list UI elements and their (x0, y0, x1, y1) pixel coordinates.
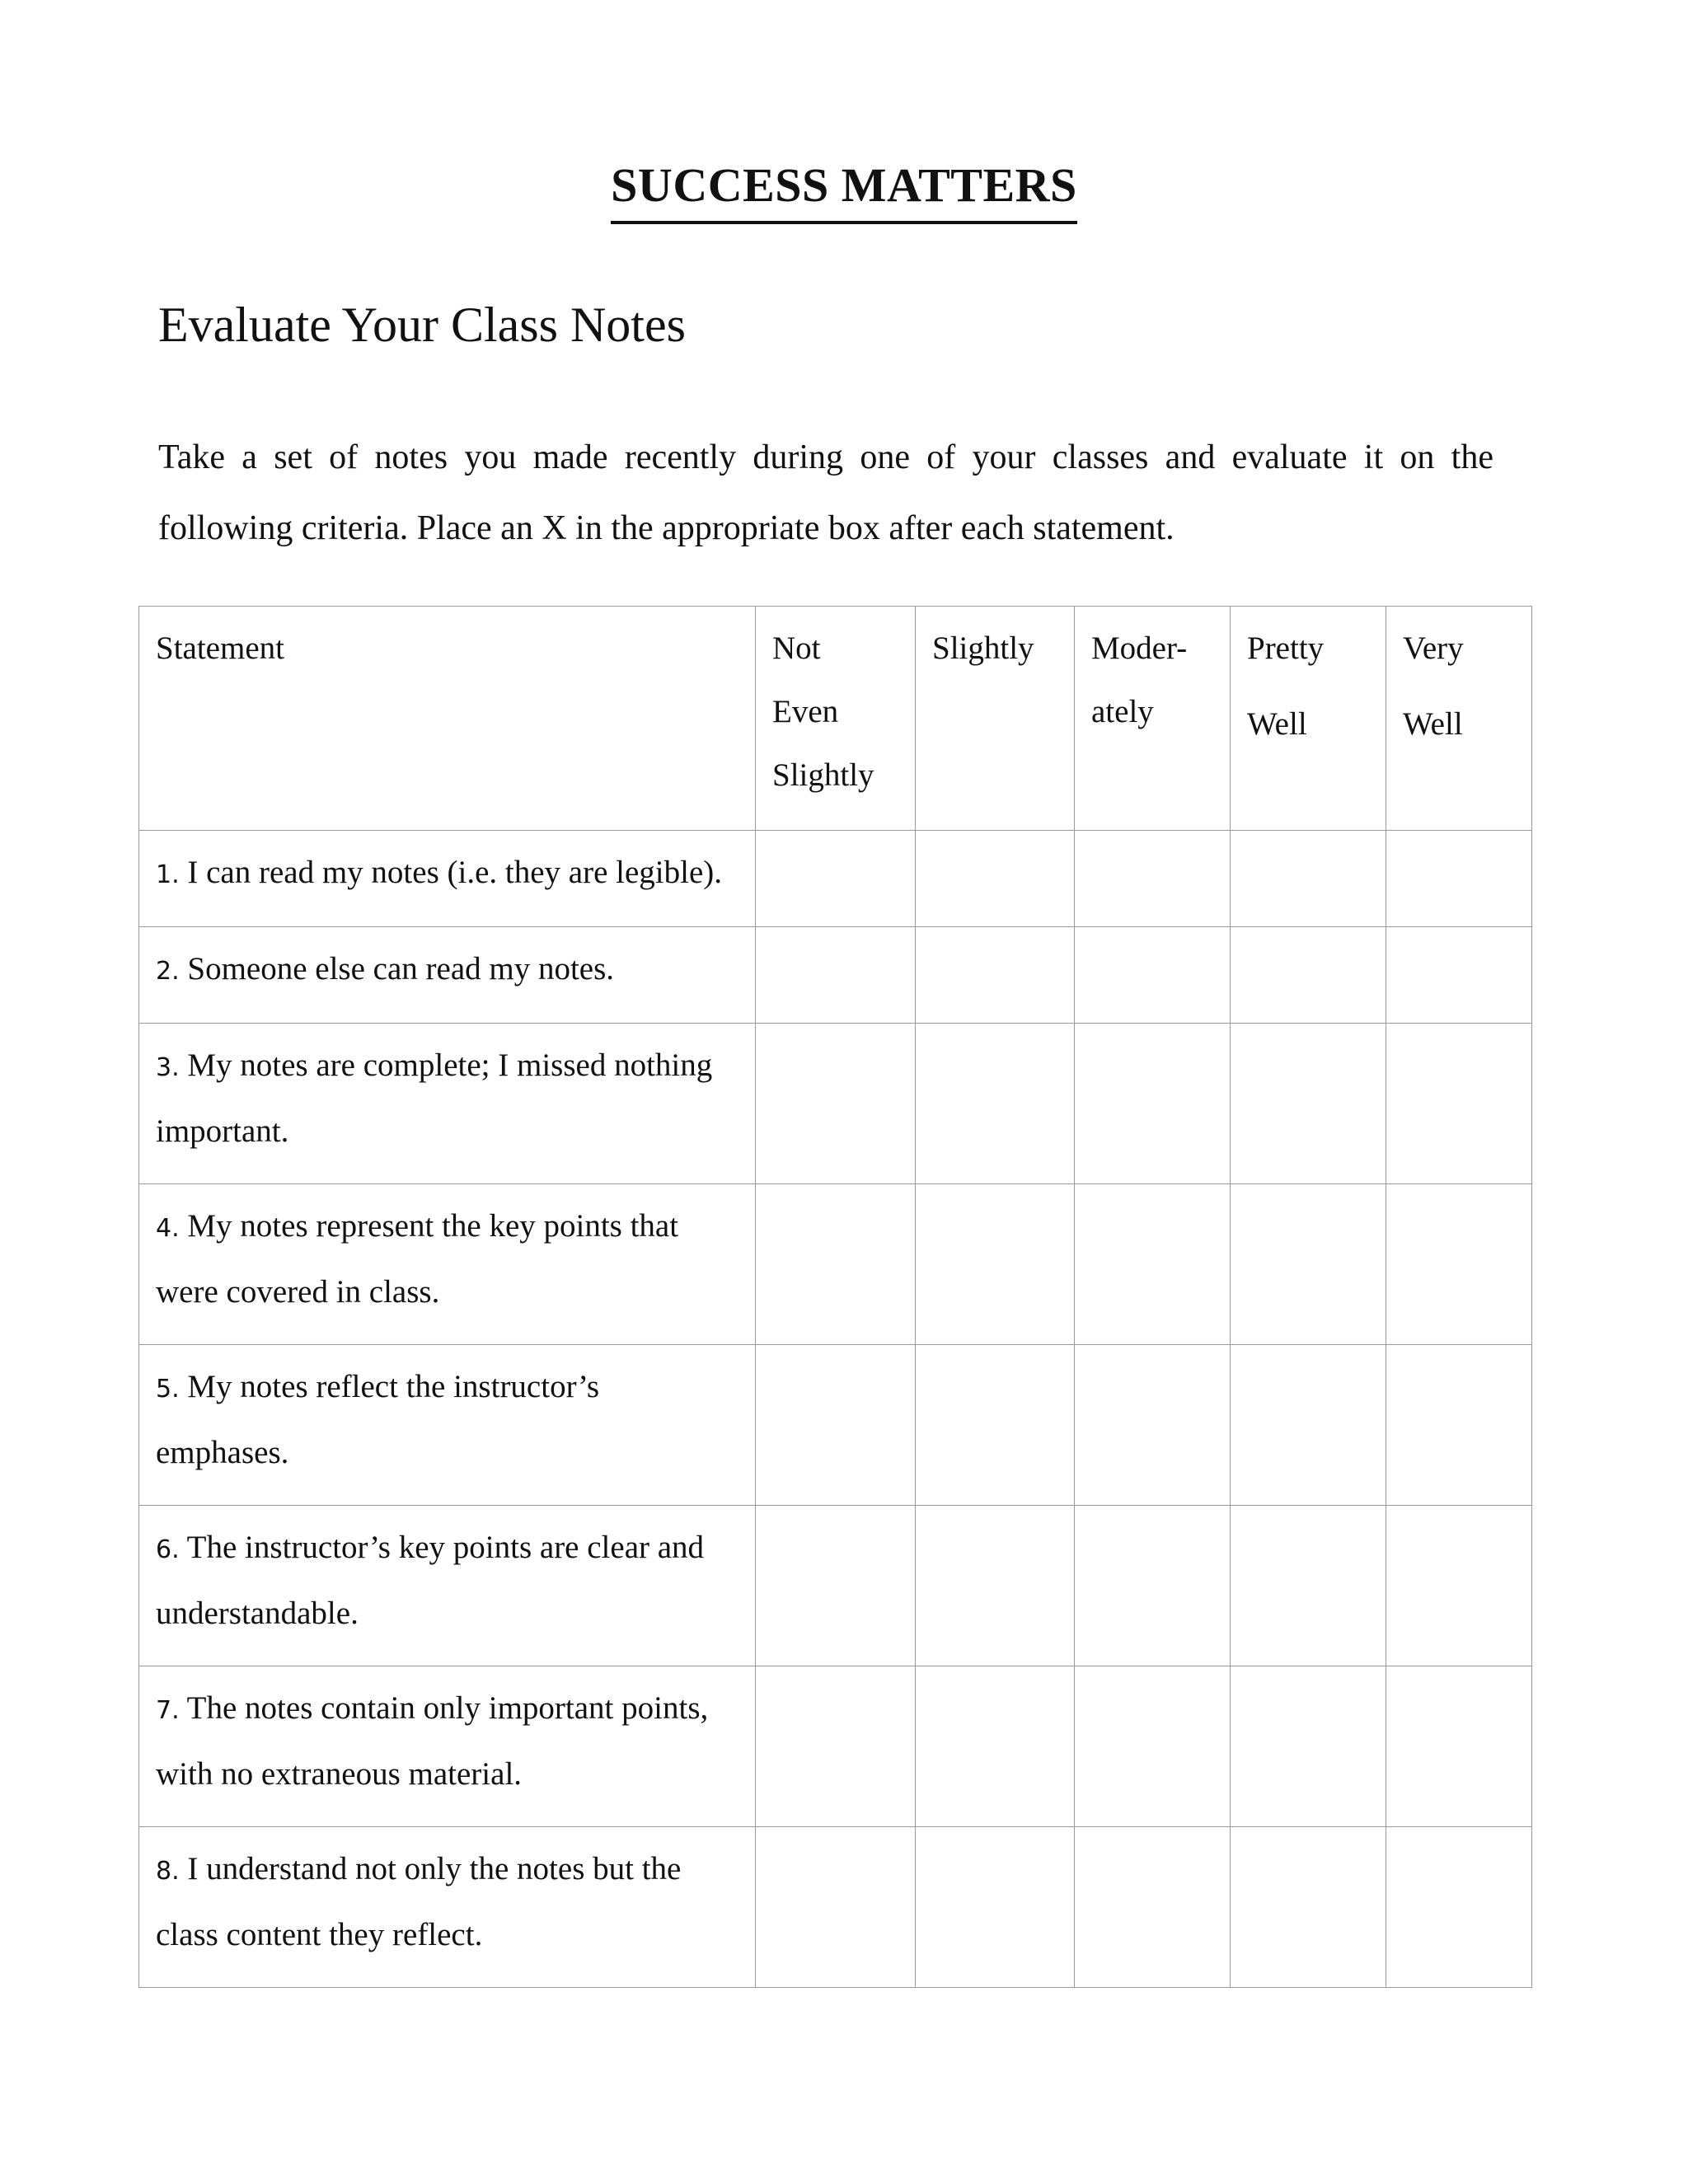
rating-cell-moderately[interactable] (1075, 1506, 1231, 1666)
rating-cell-very-well[interactable] (1386, 1827, 1532, 1988)
rating-cell-slightly[interactable] (916, 1666, 1075, 1827)
header-very-well-line-1: Very (1403, 630, 1464, 666)
header-pretty-well (1231, 607, 1386, 831)
rating-cell-not-even-slightly[interactable] (756, 1666, 916, 1827)
header-not-even-slightly-line-1: Not (772, 630, 821, 666)
rating-cell-slightly[interactable] (916, 1184, 1075, 1345)
header-pretty-well-line-1: Pretty (1247, 630, 1325, 666)
statement-text: Someone else can read my notes. (179, 951, 615, 987)
rating-cell-pretty-well[interactable] (1231, 1024, 1386, 1184)
rating-cell-not-even-slightly[interactable] (756, 1184, 916, 1345)
section-heading: Evaluate Your Class Notes (158, 298, 686, 352)
header-not-even-slightly (756, 607, 916, 831)
rating-cell-very-well[interactable] (1386, 1345, 1532, 1506)
rating-cell-not-even-slightly[interactable] (756, 1024, 916, 1184)
header-moderately (1075, 607, 1231, 831)
statement-text: The instructor’s key points are clear and understandable. (156, 1530, 705, 1631)
table-header-row (139, 607, 1532, 831)
rating-cell-slightly[interactable] (916, 1506, 1075, 1666)
page-title (0, 158, 1688, 224)
rating-cell-very-well[interactable] (1386, 1506, 1532, 1666)
rating-cell-moderately[interactable] (1075, 1827, 1231, 1988)
statement-text: My notes reflect the instructor’s emphases. (156, 1369, 600, 1470)
header-very-well (1386, 607, 1532, 831)
header-very-well-line-2: Well (1403, 706, 1463, 742)
header-moderately-line-1: Moder- (1091, 630, 1188, 666)
instructions-paragraph: Take a set of notes you made recently during one of your classes and evaluate it on the following criteria. Place an X in the appropriate box after each statement. (158, 438, 1493, 547)
rating-cell-not-even-slightly[interactable] (756, 831, 916, 927)
rating-cell-pretty-well[interactable] (1231, 927, 1386, 1024)
statement-text: I understand not only the notes but the class content they reflect. (156, 1851, 682, 1952)
rating-cell-pretty-well[interactable] (1231, 1666, 1386, 1827)
table-row (139, 1184, 1532, 1345)
statement-cell (139, 1024, 756, 1184)
statement-text: I can read my notes (i.e. they are legible). (179, 855, 722, 890)
table-row (139, 1024, 1532, 1184)
rating-cell-very-well[interactable] (1386, 927, 1532, 1024)
table-row (139, 831, 1532, 927)
rating-cell-not-even-slightly[interactable] (756, 1345, 916, 1506)
rating-cell-very-well[interactable] (1386, 1184, 1532, 1345)
statement-number: 7. (156, 1696, 180, 1725)
rating-cell-pretty-well[interactable] (1231, 1506, 1386, 1666)
rating-cell-moderately[interactable] (1075, 1666, 1231, 1827)
rating-cell-very-well[interactable] (1386, 831, 1532, 927)
statement-cell (139, 831, 756, 927)
rating-cell-not-even-slightly[interactable] (756, 927, 916, 1024)
header-moderately-line-2: ately (1091, 694, 1154, 729)
rating-cell-not-even-slightly[interactable] (756, 1827, 916, 1988)
page-title-text: SUCCESS MATTERS (611, 162, 1077, 224)
statement-text: My notes are complete; I missed nothing important. (156, 1047, 713, 1149)
rating-cell-moderately[interactable] (1075, 1345, 1231, 1506)
statement-number: 4. (156, 1214, 180, 1243)
rating-cell-very-well[interactable] (1386, 1024, 1532, 1184)
statement-number: 5. (156, 1375, 180, 1404)
statement-text: The notes contain only important points, with no extraneous material. (156, 1690, 709, 1792)
rating-cell-slightly[interactable] (916, 1345, 1075, 1506)
evaluation-table (138, 606, 1532, 1988)
table-row (139, 1506, 1532, 1666)
rating-cell-slightly[interactable] (916, 927, 1075, 1024)
header-slightly: Slightly (916, 607, 1075, 831)
statement-number: 8. (156, 1857, 180, 1886)
rating-cell-slightly[interactable] (916, 831, 1075, 927)
rating-cell-moderately[interactable] (1075, 1184, 1231, 1345)
statement-number: 1. (156, 860, 180, 889)
statement-cell (139, 1506, 756, 1666)
statement-cell (139, 1345, 756, 1506)
rating-cell-moderately[interactable] (1075, 927, 1231, 1024)
rating-cell-slightly[interactable] (916, 1827, 1075, 1988)
table-row (139, 1666, 1532, 1827)
rating-cell-pretty-well[interactable] (1231, 1827, 1386, 1988)
rating-cell-moderately[interactable] (1075, 831, 1231, 927)
header-pretty-well-line-2: Well (1247, 706, 1307, 742)
rating-cell-moderately[interactable] (1075, 1024, 1231, 1184)
header-not-even-slightly-line-3: Slightly (772, 757, 874, 793)
table-row (139, 927, 1532, 1024)
rating-cell-pretty-well[interactable] (1231, 831, 1386, 927)
table-row (139, 1827, 1532, 1988)
rating-cell-slightly[interactable] (916, 1024, 1075, 1184)
statement-number: 6. (156, 1535, 180, 1564)
statement-number: 3. (156, 1053, 180, 1082)
statement-cell (139, 1184, 756, 1345)
statement-number: 2. (156, 957, 180, 986)
statement-cell (139, 927, 756, 1024)
statement-cell (139, 1827, 756, 1988)
statement-text: My notes represent the key points that were covered in class. (156, 1208, 679, 1310)
statement-cell (139, 1666, 756, 1827)
rating-cell-pretty-well[interactable] (1231, 1184, 1386, 1345)
header-not-even-slightly-line-2: Even (772, 694, 839, 729)
header-statement: Statement (139, 607, 756, 831)
table-row (139, 1345, 1532, 1506)
rating-cell-pretty-well[interactable] (1231, 1345, 1386, 1506)
rating-cell-very-well[interactable] (1386, 1666, 1532, 1827)
rating-cell-not-even-slightly[interactable] (756, 1506, 916, 1666)
